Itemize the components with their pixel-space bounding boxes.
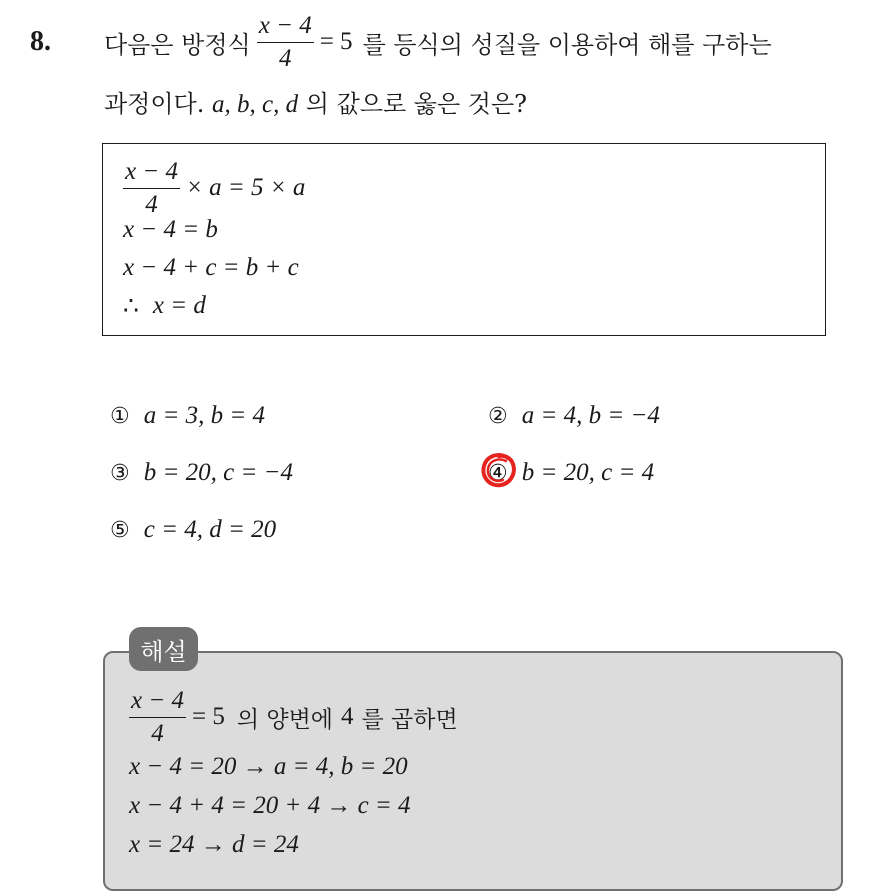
question-fraction-numerator: x − 4 [257, 12, 314, 43]
question-line2-tail: 의 값으로 옳은 것은? [305, 90, 527, 118]
answer-circle-mark [478, 449, 520, 491]
solution-line-3: x − 4 + 4 = 20 + 4 → c = 4 [129, 792, 411, 819]
solution-fraction [129, 687, 186, 747]
question-fraction [257, 12, 314, 72]
process-fraction-denominator: 4 [145, 190, 158, 218]
solution-line-1-four: 4 [341, 703, 354, 730]
process-line-2: x − 4 = b [123, 216, 218, 243]
solution-fraction-denominator: 4 [151, 719, 164, 747]
solution-box [103, 651, 843, 891]
solution-tag: 해설 [129, 627, 198, 671]
question-line-1 [104, 12, 772, 72]
choice-1[interactable] [110, 402, 265, 430]
question-intro: 다음은 방정식 [104, 30, 251, 59]
choice-3[interactable] [110, 459, 293, 487]
process-line-3: x − 4 + c = b + c [123, 254, 299, 281]
question-line2-text: 과정이다. [104, 90, 205, 118]
solution-line-1-text: 의 양변에 [236, 706, 334, 733]
question-fraction-denominator: 4 [278, 44, 292, 72]
choice-3-text: b = 20, c = −4 [143, 459, 293, 486]
question-vars: a, b, c, d [212, 91, 299, 118]
choice-3-number: ③ [110, 460, 130, 486]
process-line-1 [123, 158, 305, 218]
solution-line-1-text2: 를 곱하면 [361, 706, 458, 733]
solution-line-1-eq: = 5 [191, 703, 225, 730]
question-line-2 [104, 84, 527, 119]
choice-2-text: a = 4, b = −4 [521, 402, 660, 429]
choice-4-number: ④ [488, 460, 508, 486]
choice-5-text: c = 4, d = 20 [143, 516, 277, 543]
process-line-4 [123, 291, 206, 321]
choice-4-text: b = 20, c = 4 [521, 459, 655, 486]
choice-5[interactable] [110, 516, 276, 544]
process-fraction [123, 158, 180, 218]
solution-line-2: x − 4 = 20 → a = 4, b = 20 [129, 753, 408, 780]
process-line-1-rest: × a = 5 × a [185, 174, 306, 201]
question-equation-rest: = 5 [319, 28, 353, 55]
therefore-symbol: ∴ [123, 293, 139, 320]
choice-5-number: ⑤ [110, 517, 130, 543]
process-box [102, 143, 826, 336]
question-tail: 를 등식의 성질을 이용하여 해를 구하는 [362, 30, 772, 59]
process-line-4-eq: x = d [152, 292, 206, 319]
choice-1-number: ① [110, 403, 130, 429]
choice-1-text: a = 3, b = 4 [143, 402, 265, 429]
solution-line-4: x = 24 → d = 24 [129, 831, 299, 858]
choice-2-number: ② [488, 403, 508, 429]
solution-fraction-numerator: x − 4 [129, 687, 186, 718]
process-fraction-numerator: x − 4 [123, 158, 180, 189]
solution-line-1 [129, 687, 458, 747]
choice-2[interactable] [488, 402, 660, 430]
question-number: 8. [30, 26, 51, 57]
